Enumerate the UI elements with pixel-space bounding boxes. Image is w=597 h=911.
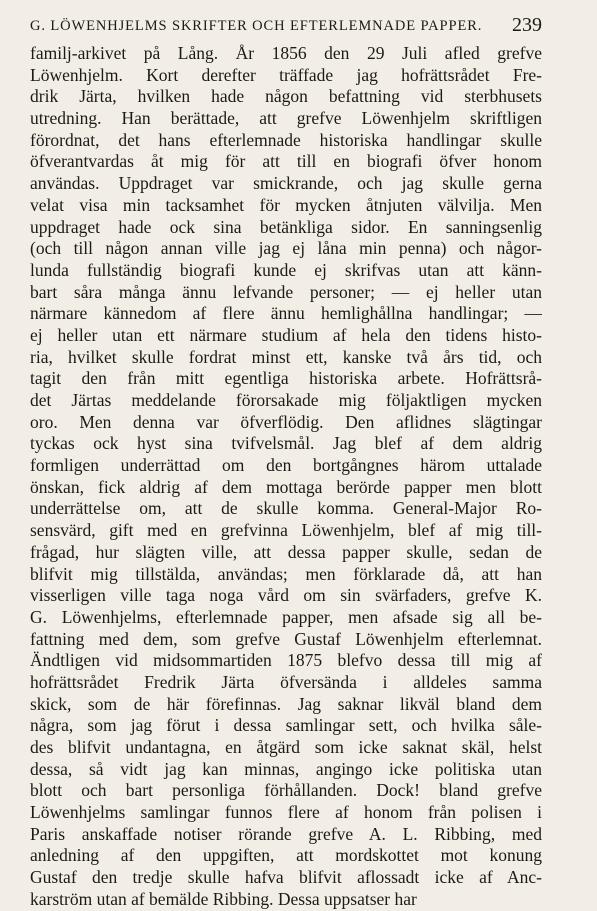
text-line: utredning. Han berättade, att grefve Löwenhjelm skriftligen <box>30 108 542 129</box>
text-line: Löwenhjelms samlingar funnos flere af honom från polisen i <box>30 802 542 823</box>
text-line: velat visa min tacksamhet för mycken åtnjuten välvilja. Men <box>30 194 542 215</box>
text-line: Löwenhjelm. Kort derefter träffade jag hofrättsrådet Fre- <box>30 64 542 85</box>
text-line: hofrättsrådet Fredrik Järta öfversända i alldeles samma <box>30 671 542 692</box>
text-line: öfverantvardas åt mig för att till en biografi öfver honom <box>30 151 542 172</box>
text-line: skick, som de här förefinnas. Jag saknar likväl bland dem <box>30 693 542 714</box>
text-line: Ändtligen vid midsommartiden 1875 blefvo dessa till mig af <box>30 650 542 671</box>
text-line: Paris anskaffade notiser rörande grefve A. L. Ribbing, med <box>30 823 542 844</box>
text-line: sensvärd, gift med en grefvinna Löwenhjelm, blef af mig till- <box>30 520 542 541</box>
text-line: det Järtas meddelande förorsakade mig följaktligen mycken <box>30 390 542 410</box>
text-line: lunda fullständig biografi kunde ej skrifvas utan att känn- <box>30 259 542 280</box>
text-line: frågad, hur slägten ville, att dessa papper skulle, sedan de <box>30 541 542 562</box>
text-line: familj-arkivet på Lång. År 1856 den 29 Juli afled grefve <box>30 43 542 63</box>
text-line: önskan, fick aldrig af dem mottaga berörde papper men blott <box>30 476 542 497</box>
text-line: tagit den från mitt egentliga historiska arbete. Hofrättsrå- <box>30 368 542 389</box>
text-line: blott och bart personliga förhållanden. Dock! bland grefve <box>30 780 542 801</box>
text-line: ria, hvilket skulle fordrat minst ett, kanske två års tid, och <box>30 346 542 367</box>
text-line: drik Järta, hvilken hade någon befattning vid sterbhusets <box>30 86 542 107</box>
page-number: 239 <box>512 14 542 36</box>
text-line: användas. Uppdraget var smickrande, och jag skulle gerna <box>30 173 542 194</box>
text-line: anledning af den uppgiften, att mordskottet mot konung <box>30 845 542 866</box>
body-text <box>30 43 542 911</box>
text-line: (och till någon annan ville jag ej låna min penna) och någor- <box>30 238 542 259</box>
text-line: underrättelse om, att de skulle komma. General-Major Ro- <box>30 498 542 519</box>
text-line: förordnat, det hans efterlemnade historiska handlingar skulle <box>30 129 542 150</box>
text-line: dessa, så vidt jag kan minnas, angingo icke politiska utan <box>30 758 542 779</box>
running-head: G. LÖWENHJELMS SKRIFTER OCH EFTERLEMNADE PAPPER. <box>30 18 483 34</box>
text-line: formligen underrättad om den bortgångnes härom uttalade <box>30 455 542 476</box>
text-line: oro. Men denna var öfverflödig. Den aflidnes slägtingar <box>30 411 542 432</box>
text-line: visserligen ville taga noga vård om sin svärfaders, grefve K. <box>30 585 542 606</box>
text-line: närmare kännedom af flere ännu hemlighållna handlingar; — <box>30 303 542 324</box>
text-line: blifvit mig tillstälda, användas; men förklarade då, att han <box>30 563 542 584</box>
text-line: fattning med dem, som grefve Gustaf Löwenhjelm efterlemnat. <box>30 628 542 649</box>
text-line: Gustaf den tredje skulle hafva blifvit aflossadt icke af Anc- <box>30 867 542 888</box>
text-line: G. Löwenhjelms, efterlemnade papper, men afsade sig all be- <box>30 606 542 627</box>
text-line: des blifvit undantagna, en åtgärd som icke saknat skäl, helst <box>30 737 542 757</box>
text-line: uppdraget hade ock sina betänkliga sidor. En sanningsenlig <box>30 216 542 237</box>
page-header <box>30 14 542 40</box>
text-line: karström utan af bemälde Ribbing. Dessa uppsatser har <box>30 888 417 909</box>
text-line: tyckas ock hyst sina tvifvelsmål. Jag blef af dem aldrig <box>30 433 542 454</box>
text-line: ej heller utan ett närmare studium af hela den tidens histo- <box>30 324 542 345</box>
text-line: några, som jag förut i dessa samlingar sett, och hvilka såle- <box>30 715 542 736</box>
text-line: bart såra många ännu lefvande personer; — ej heller utan <box>30 281 542 302</box>
